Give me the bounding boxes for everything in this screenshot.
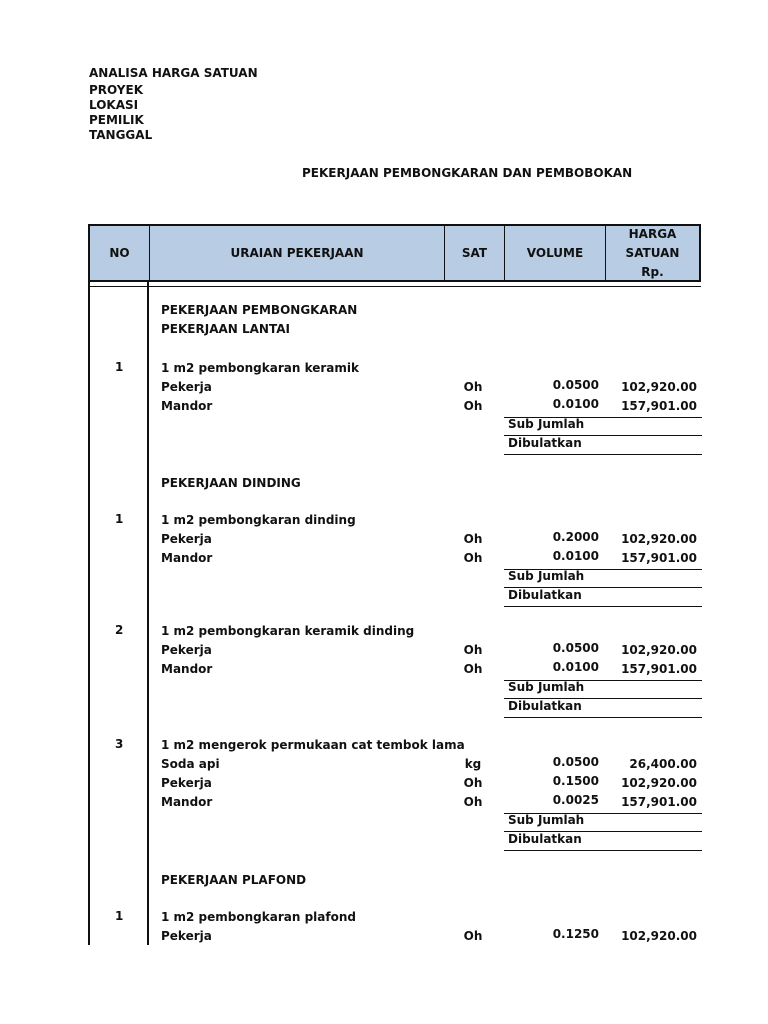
resource-unit: kg (464, 757, 482, 771)
col-harga-line-3: Rp. (641, 264, 664, 279)
table-left-border (88, 282, 90, 945)
col-harga-line-1: HARGA (628, 226, 677, 241)
resource-price: 102,920.00 (621, 929, 697, 943)
field-pemilik: PEMILIK (89, 113, 144, 127)
dibulatkan-label: Dibulatkan (508, 699, 582, 713)
section-title: PEKERJAAN PEMBONGKARAN (161, 303, 358, 317)
item-title: 1 m2 mengerok permukaan cat tembok lama (161, 738, 465, 752)
resource-unit: Oh (463, 532, 483, 546)
resource-volume: 0.0500 (552, 755, 599, 769)
resource-name: Mandor (161, 662, 213, 676)
resource-volume: 0.0500 (552, 378, 599, 392)
group-title: PEKERJAAN LANTAI (161, 322, 290, 336)
resource-unit: Oh (463, 551, 483, 565)
field-lokasi: LOKASI (89, 98, 139, 112)
document-subtitle: PEKERJAAN PEMBONGKARAN DAN PEMBOBOKAN (302, 166, 633, 180)
field-tanggal: TANGGAL (89, 128, 153, 142)
resource-unit: Oh (463, 399, 483, 413)
sub-jumlah-label: Sub Jumlah (508, 680, 585, 694)
rounded-bottom-line (504, 717, 702, 718)
resource-volume: 0.0025 (552, 793, 599, 807)
item-number: 1 (115, 512, 124, 526)
item-number: 2 (115, 623, 124, 637)
item-title: 1 m2 pembongkaran dinding (161, 513, 356, 527)
resource-volume: 0.2000 (552, 530, 599, 544)
resource-name: Mandor (161, 795, 213, 809)
item-number: 1 (115, 909, 124, 923)
item-number: 1 (115, 360, 124, 374)
resource-unit: Oh (463, 795, 483, 809)
resource-price: 157,901.00 (621, 399, 697, 413)
resource-volume: 0.1500 (552, 774, 599, 788)
resource-unit: Oh (463, 662, 483, 676)
item-title: 1 m2 pembongkaran keramik dinding (161, 624, 415, 638)
resource-price: 157,901.00 (621, 551, 697, 565)
resource-volume: 0.0500 (552, 641, 599, 655)
resource-volume: 0.0100 (552, 397, 599, 411)
resource-unit: Oh (463, 380, 483, 394)
col-harga-satuan (606, 226, 699, 280)
resource-name: Mandor (161, 399, 213, 413)
resource-price: 26,400.00 (629, 757, 697, 771)
header-underline (90, 286, 701, 287)
col-divider-no (147, 282, 149, 945)
resource-price: 102,920.00 (621, 643, 697, 657)
col-sat: SAT (445, 226, 505, 280)
group-title: PEKERJAAN DINDING (161, 476, 301, 490)
resource-volume: 0.0100 (552, 549, 599, 563)
dibulatkan-label: Dibulatkan (508, 436, 582, 450)
dibulatkan-label: Dibulatkan (508, 832, 582, 846)
resource-price: 157,901.00 (621, 795, 697, 809)
resource-name: Soda api (161, 757, 220, 771)
item-number: 3 (115, 737, 124, 751)
sub-jumlah-label: Sub Jumlah (508, 569, 585, 583)
resource-price: 102,920.00 (621, 776, 697, 790)
rounded-bottom-line (504, 454, 702, 455)
resource-price: 102,920.00 (621, 380, 697, 394)
document-header (89, 66, 258, 143)
resource-unit: Oh (463, 643, 483, 657)
group-title: PEKERJAAN PLAFOND (161, 873, 307, 887)
rounded-bottom-line (504, 850, 702, 851)
sub-jumlah-label: Sub Jumlah (508, 813, 585, 827)
resource-unit: Oh (463, 776, 483, 790)
resource-price: 102,920.00 (621, 532, 697, 546)
resource-volume: 0.0100 (552, 660, 599, 674)
resource-name: Pekerja (161, 380, 212, 394)
resource-name: Pekerja (161, 929, 212, 943)
resource-name: Pekerja (161, 532, 212, 546)
resource-unit: Oh (463, 929, 483, 943)
resource-name: Pekerja (161, 776, 212, 790)
resource-name: Pekerja (161, 643, 212, 657)
sub-jumlah-label: Sub Jumlah (508, 417, 585, 431)
item-title: 1 m2 pembongkaran keramik (161, 361, 359, 375)
resource-name: Mandor (161, 551, 213, 565)
col-uraian: URAIAN PEKERJAAN (150, 226, 445, 280)
col-no: NO (90, 226, 150, 280)
resource-volume: 0.1250 (552, 927, 599, 941)
document-title: ANALISA HARGA SATUAN (89, 66, 258, 80)
item-title: 1 m2 pembongkaran plafond (161, 910, 356, 924)
resource-price: 157,901.00 (621, 662, 697, 676)
col-harga-line-2: SATUAN (625, 245, 680, 260)
table-header (88, 224, 701, 282)
field-proyek: PROYEK (89, 83, 143, 97)
col-volume: VOLUME (505, 226, 606, 280)
rounded-bottom-line (504, 606, 702, 607)
dibulatkan-label: Dibulatkan (508, 588, 582, 602)
